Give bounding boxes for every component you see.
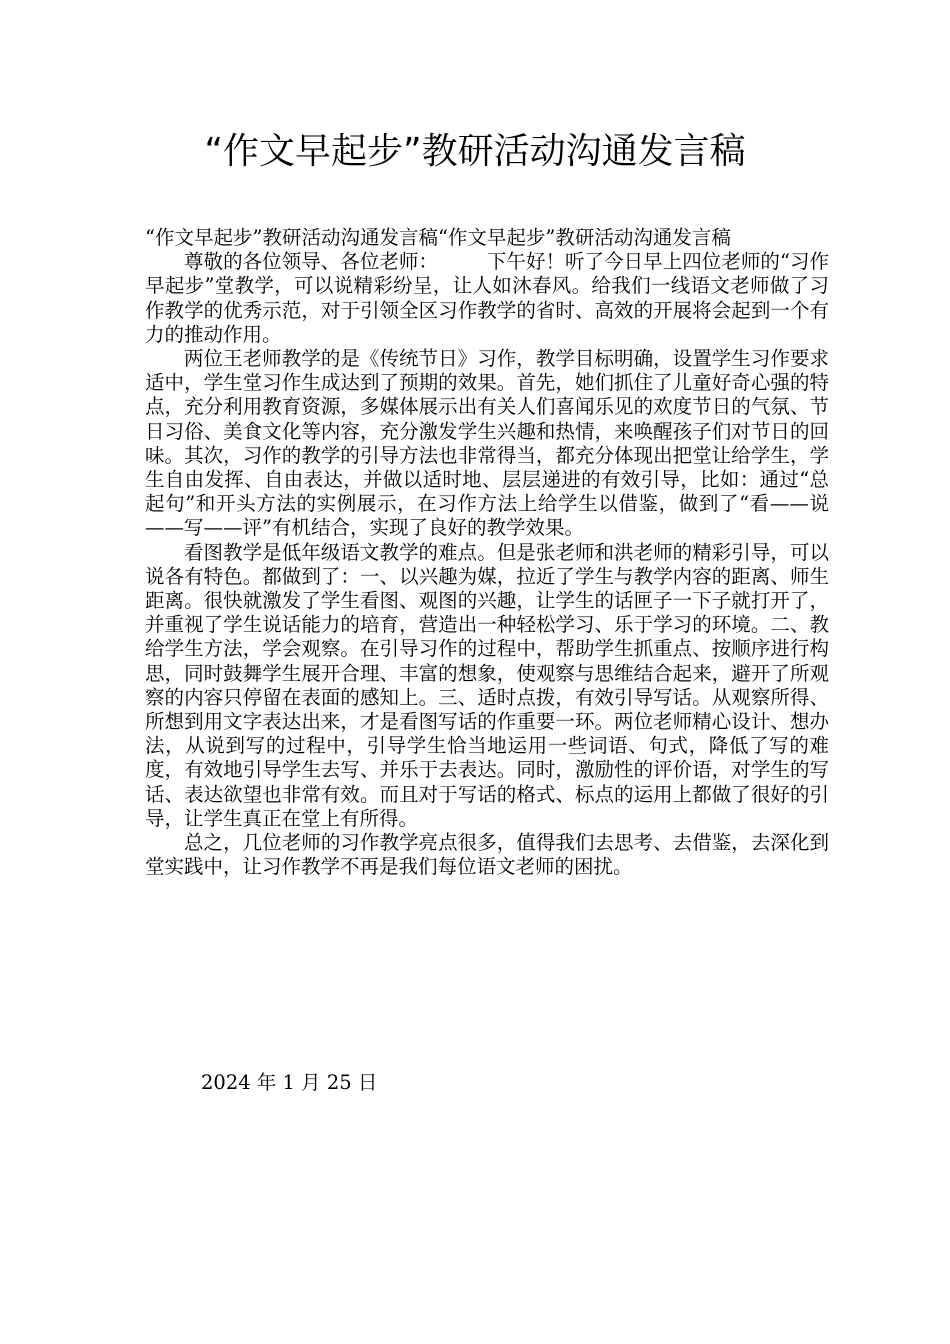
paragraph-conclusion: 总之，几位老师的习作教学亮点很多，值得我们去思考、去借鉴，去深化到堂实践中，让习作教学不再是我们每位语文老师的困扰。 — [145, 831, 829, 879]
document-date: 2024 年 1 月 25 日 — [201, 1071, 378, 1094]
document-title: “作文早起步”教研活动沟通发言稿 — [204, 131, 746, 172]
paragraph-traditional-festival: 两位王老师教学的是《传统节日》习作，教学目标明确，设置学生习作要求适中，学生堂习作生成达到了预期的效果。首先，她们抓住了儿童好奇心强的特点，充分利用教育资源，多媒体展示出有关人们喜闻乐见的欢度节日的气氛、节日习俗、美食文化等内容，充分激发学生兴趣和热情，来唤醒孩子们对节日的回味。其次，习作的教学的引导方法也非常得当，都充分体现出把堂让给学生，学生自由发挥、自由表达，并做以适时地、层层递进的有效引导，比如：通过“总起句”和开头方法的实例展示，在习作方法上给学生以借鉴，做到了“看——说——写——评”有机结合，实现了良好的教学效果。 — [145, 347, 829, 540]
document-body — [145, 226, 829, 879]
heading-repeat-line: “作文早起步”教研活动沟通发言稿“作文早起步”教研活动沟通发言稿 — [145, 226, 731, 249]
paragraph-picture-teaching: 看图教学是低年级语文教学的难点。但是张老师和洪老师的精彩引导，可以说各有特色。都做到了：一、以兴趣为媒，拉近了学生与教学内容的距离、师生距离。很快就激发了学生看图、观图的兴趣，让学生的话匣子一下子就打开了，并重视了学生说话能力的培育，营造出一种轻松学习、乐于学习的环境。二、教给学生方法，学会观察。在引导习作的过程中，帮助学生抓重点、按顺序进行构思，同时鼓舞学生展开合理、丰富的想象，使观察与思维结合起来，避开了所观察的内容只停留在表面的感知上。三、适时点拨，有效引导写话。从观察所得、所想到用文字表达出来，才是看图写话的作重要一环。两位老师精心设计、想办法，从说到写的过程中，引导学生恰当地运用一些词语、句式，降低了写的难度，有效地引导学生去写、并乐于去表达。同时，激励性的评价语，对学生的写话、表达欲望也非常有效。而且对于写话的格式、标点的运用上都做了很好的引导，让学生真正在堂上有所得。 — [145, 540, 829, 830]
paragraph-greeting: 尊敬的各位领导、各位老师： 下午好！听了今日早上四位老师的“习作早起步”堂教学，可以说精彩纷呈，让人如沐春风。给我们一线语文老师做了习作教学的优秀示范，对于引领全区习作教学的省时、高效的开展将会起到一个有力的推动作用。 — [145, 250, 829, 346]
